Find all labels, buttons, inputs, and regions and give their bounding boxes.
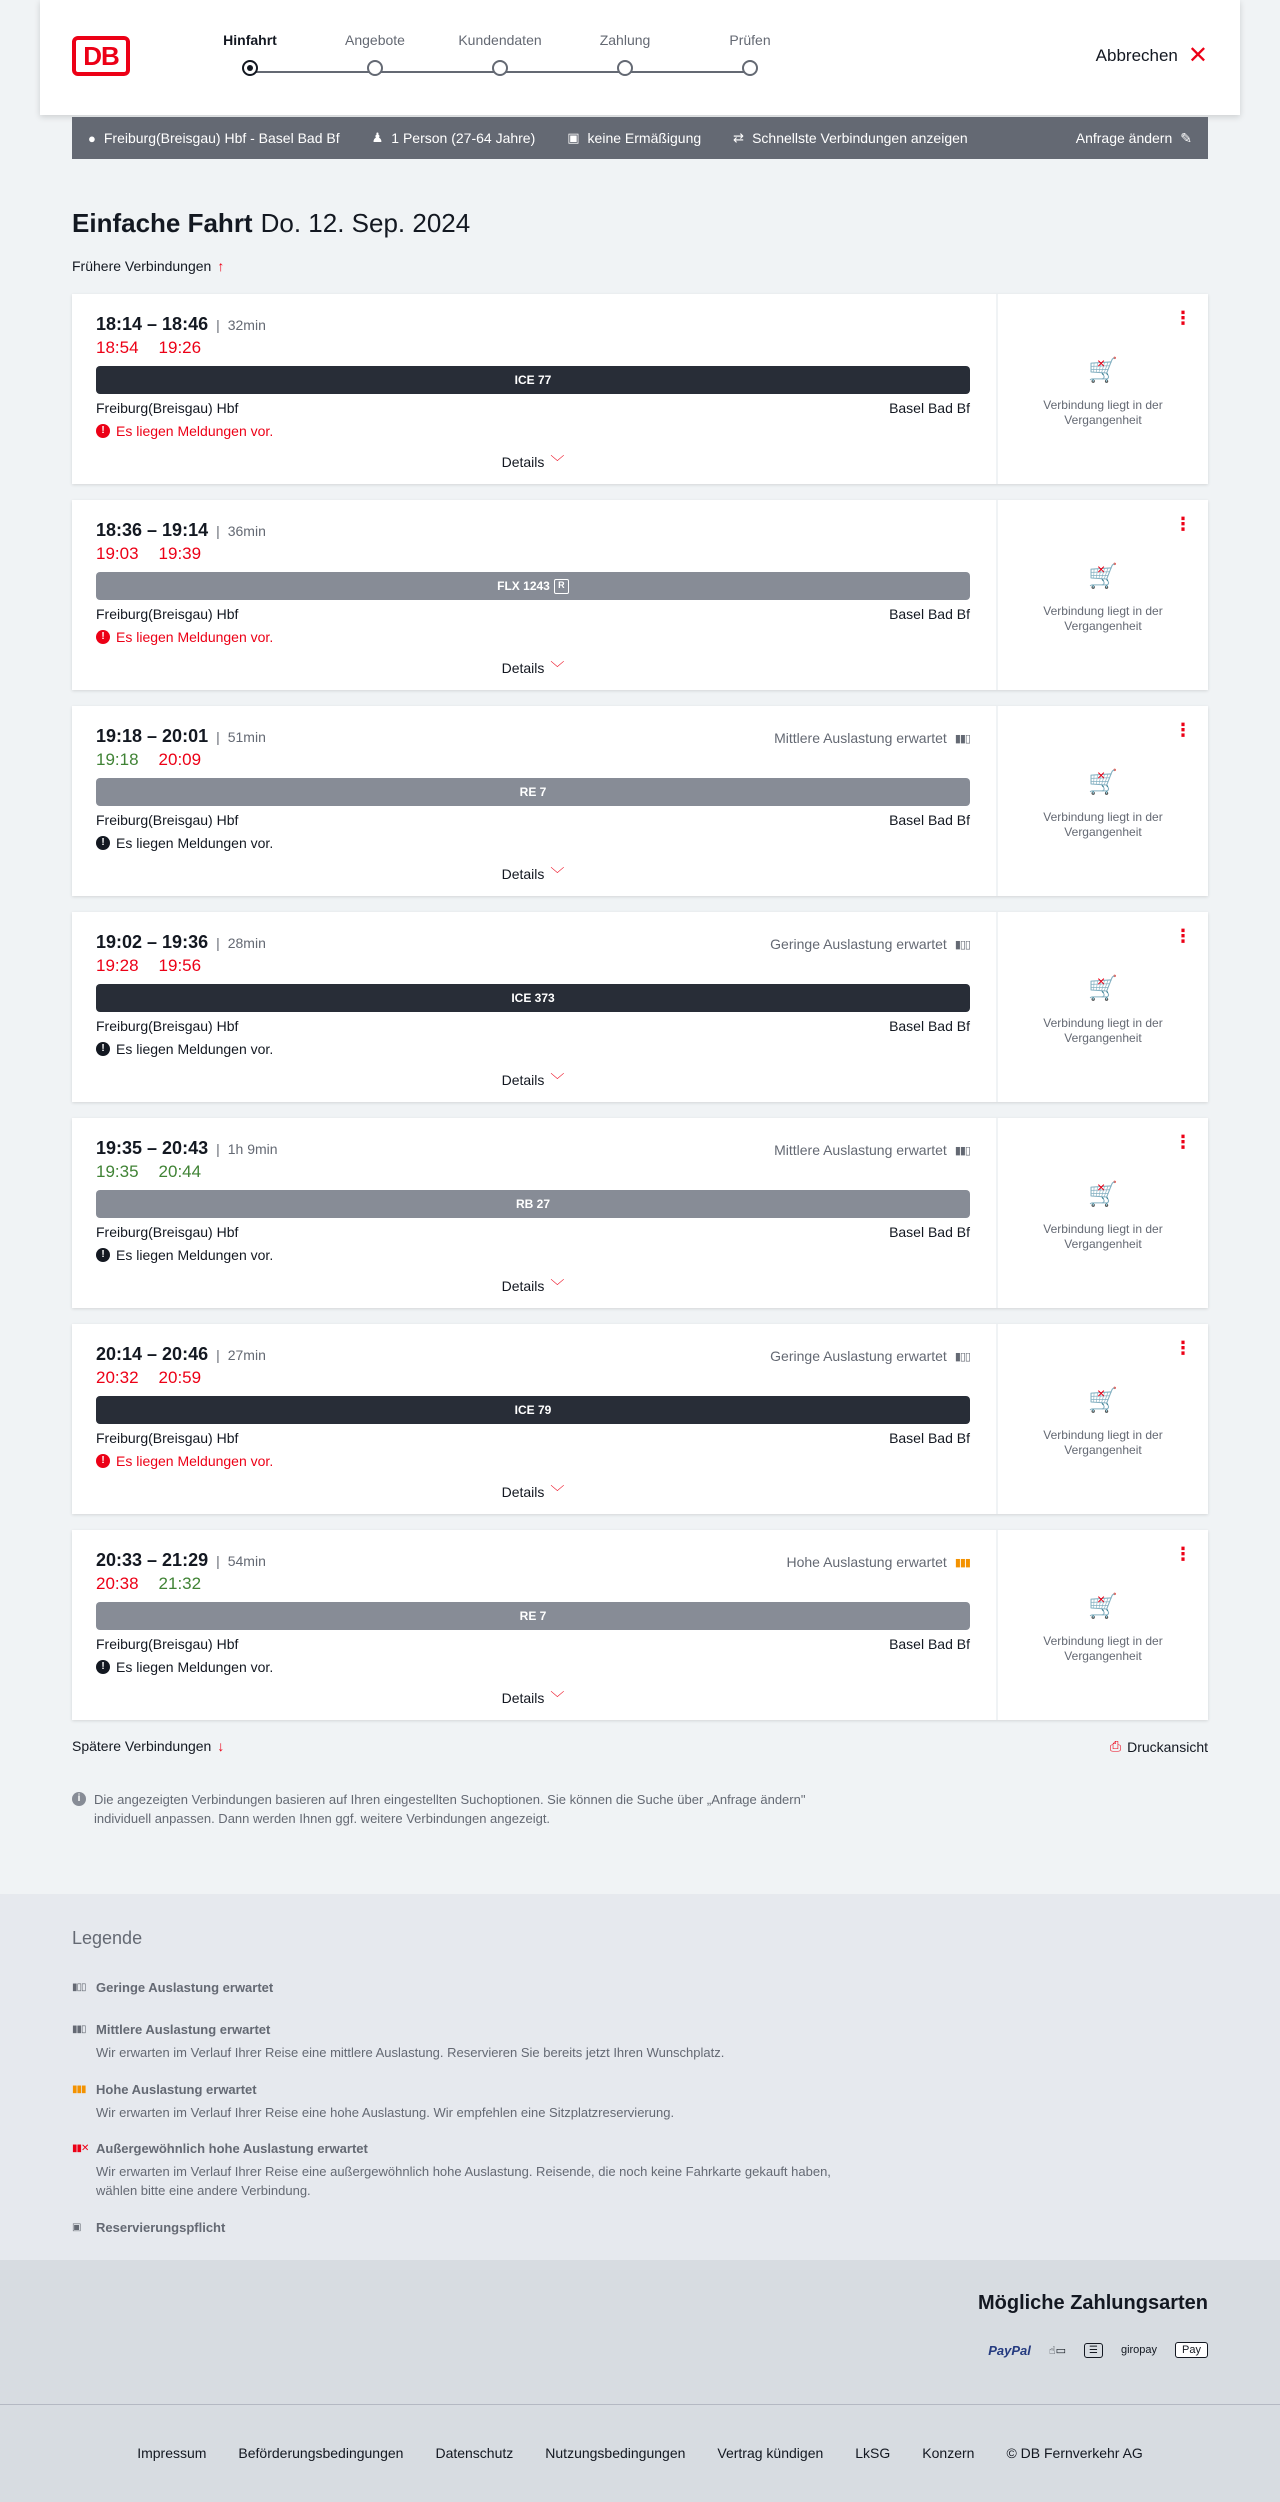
realtime-departure: 20:38: [96, 1574, 139, 1593]
notice-text: Es liegen Meldungen vor.: [116, 1659, 274, 1675]
scheduled-times: [96, 520, 266, 541]
past-connection-text: Verbindung liegt in der Vergangenheit: [1043, 1634, 1163, 1663]
duration: 32min: [227, 317, 266, 333]
arrival-station: Basel Bad Bf: [889, 1636, 970, 1652]
step-label: Prüfen: [729, 32, 771, 48]
notice: [96, 1659, 273, 1675]
cancel-label: Abbrechen: [1095, 46, 1178, 65]
later-label: Spätere Verbindungen: [72, 1738, 212, 1754]
mode-text: Schnellste Verbindungen anzeigen: [752, 130, 968, 146]
step-dot: [492, 60, 508, 76]
realtime-times: [96, 956, 221, 976]
occupancy-mid-icon: ▮▮▯: [954, 732, 970, 745]
separator: |: [216, 1553, 220, 1569]
realtime-arrival: 20:59: [158, 1368, 202, 1387]
details-label: Details: [501, 454, 545, 470]
details-label: Details: [501, 1278, 545, 1294]
separator: |: [216, 935, 220, 951]
realtime-arrival: 19:26: [158, 338, 202, 357]
legend-item-mid: [72, 2022, 852, 2062]
swap-arrows-icon: ⇄: [733, 130, 745, 145]
departure-station: Freiburg(Breisgau) Hbf: [96, 606, 239, 622]
train-name: RE 7: [519, 1609, 547, 1623]
notice: [96, 1453, 273, 1469]
more-options-icon[interactable]: ⋮: [1174, 1338, 1192, 1358]
train-name: RE 7: [519, 785, 547, 799]
separator: |: [216, 523, 220, 539]
discount-text: keine Ermäßigung: [587, 130, 702, 146]
realtime-arrival: 20:44: [158, 1162, 202, 1181]
chevron-down-icon: ﹀: [550, 866, 565, 882]
legend-item-low: [72, 1980, 852, 1995]
separator: |: [216, 729, 220, 745]
cart-unavailable-icon: 🛒 ×: [1088, 976, 1118, 1002]
step-angebote[interactable]: [325, 32, 425, 76]
realtime-times: [96, 544, 221, 564]
connection-card[interactable]: [72, 1118, 1208, 1308]
reservation-required-icon: ▣: [72, 2222, 81, 2233]
realtime-times: [96, 750, 221, 770]
print-label: Druckansicht: [1127, 1738, 1208, 1755]
realtime-departure: 19:18: [96, 750, 139, 769]
footer-link-befoerderungsbedingungen[interactable]: Beförderungsbedingungen: [238, 2445, 404, 2461]
duration: 28min: [227, 935, 266, 951]
info-text: Die angezeigten Verbindungen basieren auf Ihren eingestellten Suchoptionen. Sie können die Suche über „Anfrage ändern" individuell anpassen. Dann werden Ihnen ggf. weitere Verbindungen angezeigt.: [94, 1792, 806, 1826]
connection-status-panel: [996, 912, 1208, 1102]
time-range: 18:14 – 18:46: [96, 314, 209, 334]
connection-status-panel: [996, 294, 1208, 484]
apple-pay-label: Pay: [1182, 2344, 1201, 2356]
notice: [96, 835, 273, 851]
chevron-down-icon: ﹀: [550, 1690, 565, 1706]
connection-card[interactable]: [72, 706, 1208, 896]
cart-unavailable-icon: 🛒 ×: [1088, 358, 1118, 384]
legend-desc: Wir erwarten im Verlauf Ihrer Reise eine hohe Auslastung. Wir empfehlen eine Sitzplatzreservierung.: [96, 2105, 675, 2120]
cart-unavailable-icon: 🛒 ×: [1088, 1594, 1118, 1620]
notice: [96, 629, 273, 645]
details-toggle[interactable]: [72, 1482, 994, 1502]
giropay-icon: giropay: [1120, 2344, 1158, 2356]
past-connection-text: Verbindung liegt in der Vergangenheit: [1043, 398, 1163, 427]
occupancy-high-icon: ▮▮▮: [72, 2084, 86, 2095]
chevron-down-icon: ﹀: [550, 1278, 565, 1294]
past-connection-text: Verbindung liegt in der Vergangenheit: [1043, 1222, 1163, 1251]
cart-unavailable-icon: 🛒 ×: [1088, 564, 1118, 590]
payment-title: Mögliche Zahlungsarten: [977, 2292, 1208, 2314]
realtime-times: [96, 1368, 221, 1388]
time-range: 18:36 – 19:14: [96, 520, 209, 540]
more-options-icon[interactable]: ⋮: [1174, 926, 1192, 946]
query-discount: [567, 130, 701, 146]
occupancy-label: Mittlere Auslastung erwartet: [774, 730, 947, 746]
occupancy-high-icon: ▮▮▮: [954, 1556, 970, 1569]
route-text: Freiburg(Breisgau) Hbf - Basel Bad Bf: [103, 130, 340, 146]
credit-card-icon: ☝▭: [1048, 2344, 1066, 2357]
legend-label: Geringe Auslastung erwartet: [96, 1980, 274, 1995]
train-bar[interactable]: [96, 1190, 970, 1218]
realtime-arrival: 19:56: [158, 956, 202, 975]
cart-unavailable-icon: 🛒 ×: [1088, 770, 1118, 796]
alert-icon: !: [96, 1248, 110, 1262]
query-passengers: [372, 130, 536, 146]
duration: 36min: [227, 523, 266, 539]
connection-main: [72, 1118, 994, 1308]
connection-main: [72, 706, 994, 896]
details-label: Details: [501, 1690, 545, 1706]
legend-item-extreme: [72, 2141, 852, 2200]
arrival-station: Basel Bad Bf: [889, 812, 970, 828]
header: [40, 0, 1240, 115]
train-bar[interactable]: [96, 778, 970, 806]
arrival-station: Basel Bad Bf: [889, 606, 970, 622]
past-connection-text: Verbindung liegt in der Vergangenheit: [1043, 604, 1163, 633]
connection-card[interactable]: [72, 1324, 1208, 1514]
step-label: Kundendaten: [458, 32, 542, 48]
chevron-down-icon: ﹀: [550, 454, 565, 470]
scheduled-times: [96, 1138, 278, 1159]
more-options-icon[interactable]: ⋮: [1174, 308, 1192, 328]
connection-main: [72, 500, 994, 690]
footer-link-nutzungsbedingungen[interactable]: Nutzungsbedingungen: [545, 2445, 686, 2461]
realtime-arrival: 20:09: [158, 750, 202, 769]
realtime-departure: 20:32: [96, 1368, 139, 1387]
occupancy-mid-icon: ▮▮▯: [72, 2024, 86, 2035]
details-label: Details: [501, 1484, 545, 1500]
progress-steps: [210, 32, 770, 92]
realtime-times: [96, 1162, 221, 1182]
connection-card[interactable]: [72, 500, 1208, 690]
more-options-icon[interactable]: ⋮: [1174, 514, 1192, 534]
more-options-icon[interactable]: ⋮: [1174, 1544, 1192, 1564]
train-name: RB 27: [515, 1197, 550, 1211]
reservation-required-icon: R: [554, 579, 569, 594]
payment-icons: [988, 2342, 1208, 2358]
details-toggle[interactable]: [72, 1688, 994, 1708]
step-dot: [242, 60, 258, 76]
alert-icon: !: [96, 1454, 110, 1468]
cart-unavailable-icon: 🛒 ×: [1088, 1182, 1118, 1208]
step-label: Hinfahrt: [223, 32, 277, 48]
later-connections-link[interactable]: [72, 1738, 224, 1754]
trip-date: Do. 12. Sep. 2024: [260, 208, 471, 238]
time-range: 19:35 – 20:43: [96, 1138, 209, 1158]
time-range: 19:02 – 19:36: [96, 932, 209, 952]
occupancy-low-icon: ▮▯▯: [72, 1982, 86, 1993]
departure-station: Freiburg(Breisgau) Hbf: [96, 1636, 239, 1652]
legend-desc: Wir erwarten im Verlauf Ihrer Reise eine außergewöhnlich hohe Auslastung. Reisende, die noch keine Fahrkarte gekauft haben, wählen bitte eine andere Verbindung.: [96, 2164, 831, 2198]
arrival-station: Basel Bad Bf: [889, 1018, 970, 1034]
footer-link-impressum[interactable]: Impressum: [137, 2445, 207, 2461]
occupancy-indicator: [774, 1142, 970, 1158]
scheduled-times: [96, 1550, 266, 1571]
legend: [0, 1894, 1280, 2260]
time-range: 20:33 – 21:29: [96, 1550, 209, 1570]
payment-methods: [0, 2260, 1280, 2404]
connection-main: [72, 912, 994, 1102]
pencil-icon: ✎: [1180, 129, 1192, 146]
more-options-icon[interactable]: ⋮: [1174, 720, 1192, 740]
train-name: ICE 79: [514, 1403, 552, 1417]
step-dot: [742, 60, 758, 76]
chevron-down-icon: ﹀: [550, 1072, 565, 1088]
occupancy-mid-icon: ▮▮▯: [954, 1144, 970, 1157]
past-connection-text: Verbindung liegt in der Vergangenheit: [1043, 1428, 1163, 1457]
realtime-arrival: 19:39: [158, 544, 202, 563]
past-connection-text: Verbindung liegt in der Vergangenheit: [1043, 1016, 1163, 1045]
legend-label: Außergewöhnlich hohe Auslastung erwartet: [96, 2141, 368, 2156]
earlier-label: Frühere Verbindungen: [72, 258, 212, 274]
separator: |: [216, 1141, 220, 1157]
step-dot: [367, 60, 383, 76]
footer-link-konzern[interactable]: Konzern: [922, 2445, 975, 2461]
query-route: [88, 130, 340, 146]
connection-card[interactable]: [72, 1530, 1208, 1720]
step-dot: [617, 60, 633, 76]
arrow-up-icon: ↑: [217, 258, 225, 274]
cart-unavailable-icon: 🛒 ×: [1088, 1388, 1118, 1414]
occupancy-label: Geringe Auslastung erwartet: [770, 936, 947, 952]
train-name: ICE 373: [511, 991, 555, 1005]
past-connection-text: Verbindung liegt in der Vergangenheit: [1043, 810, 1163, 839]
connection-status-panel: [996, 1324, 1208, 1514]
occupancy-label: Geringe Auslastung erwartet: [770, 1348, 947, 1364]
train-name: FLX 1243: [497, 579, 550, 593]
connection-main: [72, 1324, 994, 1514]
departure-station: Freiburg(Breisgau) Hbf: [96, 1018, 239, 1034]
legend-title: Legende: [72, 1928, 143, 1948]
earlier-connections-link[interactable]: [72, 258, 224, 274]
legend-item-reserve: [72, 2220, 852, 2235]
query-mode: [733, 130, 968, 146]
printer-icon: ⎙: [1109, 1738, 1122, 1754]
departure-station: Freiburg(Breisgau) Hbf: [96, 400, 239, 416]
departure-station: Freiburg(Breisgau) Hbf: [96, 1224, 239, 1240]
scheduled-times: [96, 932, 266, 953]
alert-icon: !: [96, 630, 110, 644]
occupancy-label: Mittlere Auslastung erwartet: [774, 1142, 947, 1158]
db-logo[interactable]: DB: [72, 36, 130, 76]
realtime-times: [96, 338, 221, 358]
step-pruefen[interactable]: [700, 32, 800, 76]
passengers-text: 1 Person (27-64 Jahre): [391, 130, 536, 146]
arrival-station: Basel Bad Bf: [889, 400, 970, 416]
step-label: Angebote: [345, 32, 405, 48]
train-bar[interactable]: [96, 1602, 970, 1630]
train-bar[interactable]: [96, 366, 970, 394]
paypal-icon: PayPal: [988, 2342, 1031, 2358]
arrow-down-icon: ↓: [217, 1738, 225, 1754]
occupancy-indicator: [770, 936, 970, 952]
realtime-departure: 19:28: [96, 956, 139, 975]
arrival-station: Basel Bad Bf: [889, 1430, 970, 1446]
connection-main: [72, 294, 994, 484]
notice-text: Es liegen Meldungen vor.: [116, 629, 274, 645]
footer-link-vertrag-kuendigen[interactable]: Vertrag kündigen: [717, 2445, 824, 2461]
notice-text: Es liegen Meldungen vor.: [116, 1247, 274, 1263]
footer-copyright: © DB Fernverkehr AG: [1006, 2445, 1143, 2461]
footer-link-lksg[interactable]: LkSG: [855, 2445, 891, 2461]
sepa-icon: ☰: [1084, 2343, 1103, 2358]
bahncard-icon: ▣: [567, 130, 580, 145]
alert-icon: !: [96, 424, 110, 438]
alert-icon: !: [96, 1660, 110, 1674]
duration: 1h 9min: [227, 1141, 278, 1157]
step-label: Zahlung: [599, 32, 651, 48]
page-title: [72, 208, 470, 239]
scheduled-times: [96, 1344, 266, 1365]
chevron-down-icon: ﹀: [550, 1484, 565, 1500]
edit-query-button[interactable]: [1076, 130, 1192, 147]
occupancy-indicator: [770, 1348, 970, 1364]
more-options-icon[interactable]: ⋮: [1174, 1132, 1192, 1152]
details-toggle[interactable]: [72, 1070, 994, 1090]
print-view-button[interactable]: [1110, 1738, 1208, 1755]
connection-status-panel: [996, 500, 1208, 690]
apple-pay-icon: [1175, 2342, 1208, 2358]
separator: |: [216, 317, 220, 333]
alert-icon: !: [96, 836, 110, 850]
train-bar[interactable]: [96, 1396, 970, 1424]
occupancy-indicator: [787, 1554, 971, 1570]
occupancy-extreme-icon: ▮▮✕: [72, 2143, 89, 2154]
details-toggle[interactable]: [72, 1276, 994, 1296]
time-range: 19:18 – 20:01: [96, 726, 209, 746]
connection-status-panel: [996, 1530, 1208, 1720]
edit-query-label: Anfrage ändern: [1075, 130, 1173, 146]
train-bar[interactable]: [96, 572, 970, 600]
occupancy-label: Hohe Auslastung erwartet: [786, 1554, 947, 1570]
chevron-down-icon: ﹀: [550, 660, 565, 676]
realtime-times: [96, 1574, 221, 1594]
query-bar: [72, 117, 1208, 159]
notice: [96, 1041, 273, 1057]
footer-link-datenschutz[interactable]: Datenschutz: [435, 2445, 514, 2461]
close-icon: ✕: [1187, 42, 1208, 69]
notice-text: Es liegen Meldungen vor.: [116, 1453, 274, 1469]
step-hinfahrt[interactable]: [200, 32, 300, 76]
details-toggle[interactable]: [72, 658, 994, 678]
separator: |: [216, 1347, 220, 1363]
time-range: 20:14 – 20:46: [96, 1344, 209, 1364]
cancel-button[interactable]: [1095, 42, 1208, 69]
realtime-departure: 18:54: [96, 338, 139, 357]
step-zahlung[interactable]: [575, 32, 675, 76]
location-pin-icon: ●: [88, 130, 96, 146]
notice-text: Es liegen Meldungen vor.: [116, 1041, 274, 1057]
details-label: Details: [501, 866, 545, 882]
legend-desc: Wir erwarten im Verlauf Ihrer Reise eine mittlere Auslastung. Reservieren Sie bereits jetzt Ihren Wunschplatz.: [96, 2045, 725, 2060]
legend-item-high: [72, 2082, 852, 2122]
departure-station: Freiburg(Breisgau) Hbf: [96, 1430, 239, 1446]
details-label: Details: [501, 660, 545, 676]
notice-text: Es liegen Meldungen vor.: [116, 423, 274, 439]
info-icon: i: [72, 1792, 86, 1806]
footer-links: [0, 2445, 1280, 2461]
alert-icon: !: [96, 1042, 110, 1056]
legend-label: Reservierungspflicht: [96, 2220, 226, 2235]
trip-type: Einfache Fahrt: [72, 208, 253, 238]
realtime-arrival: 21:32: [158, 1574, 202, 1593]
duration: 27min: [227, 1347, 266, 1363]
legend-label: Hohe Auslastung erwartet: [96, 2082, 257, 2097]
departure-station: Freiburg(Breisgau) Hbf: [96, 812, 239, 828]
arrival-station: Basel Bad Bf: [889, 1224, 970, 1240]
notice-text: Es liegen Meldungen vor.: [116, 835, 274, 851]
duration: 51min: [227, 729, 266, 745]
connection-status-panel: [996, 1118, 1208, 1308]
connection-main: [72, 1530, 994, 1720]
train-name: ICE 77: [514, 373, 552, 387]
occupancy-low-icon: ▮▯▯: [954, 1350, 970, 1363]
info-note: [72, 1790, 852, 1828]
connection-card[interactable]: [72, 912, 1208, 1102]
footer: [0, 2404, 1280, 2502]
scheduled-times: [96, 314, 266, 335]
person-icon: ♟: [371, 130, 384, 145]
notice: [96, 423, 273, 439]
details-label: Details: [501, 1072, 545, 1088]
train-bar[interactable]: [96, 984, 970, 1012]
connection-status-panel: [996, 706, 1208, 896]
connection-card[interactable]: [72, 294, 1208, 484]
legend-label: Mittlere Auslastung erwartet: [96, 2022, 271, 2037]
realtime-departure: 19:35: [96, 1162, 139, 1181]
occupancy-low-icon: ▮▯▯: [954, 938, 970, 951]
occupancy-indicator: [774, 730, 970, 746]
duration: 54min: [227, 1553, 266, 1569]
details-toggle[interactable]: [72, 452, 994, 472]
notice: [96, 1247, 273, 1263]
details-toggle[interactable]: [72, 864, 994, 884]
step-kundendaten[interactable]: [450, 32, 550, 76]
realtime-departure: 19:03: [96, 544, 139, 563]
scheduled-times: [96, 726, 266, 747]
